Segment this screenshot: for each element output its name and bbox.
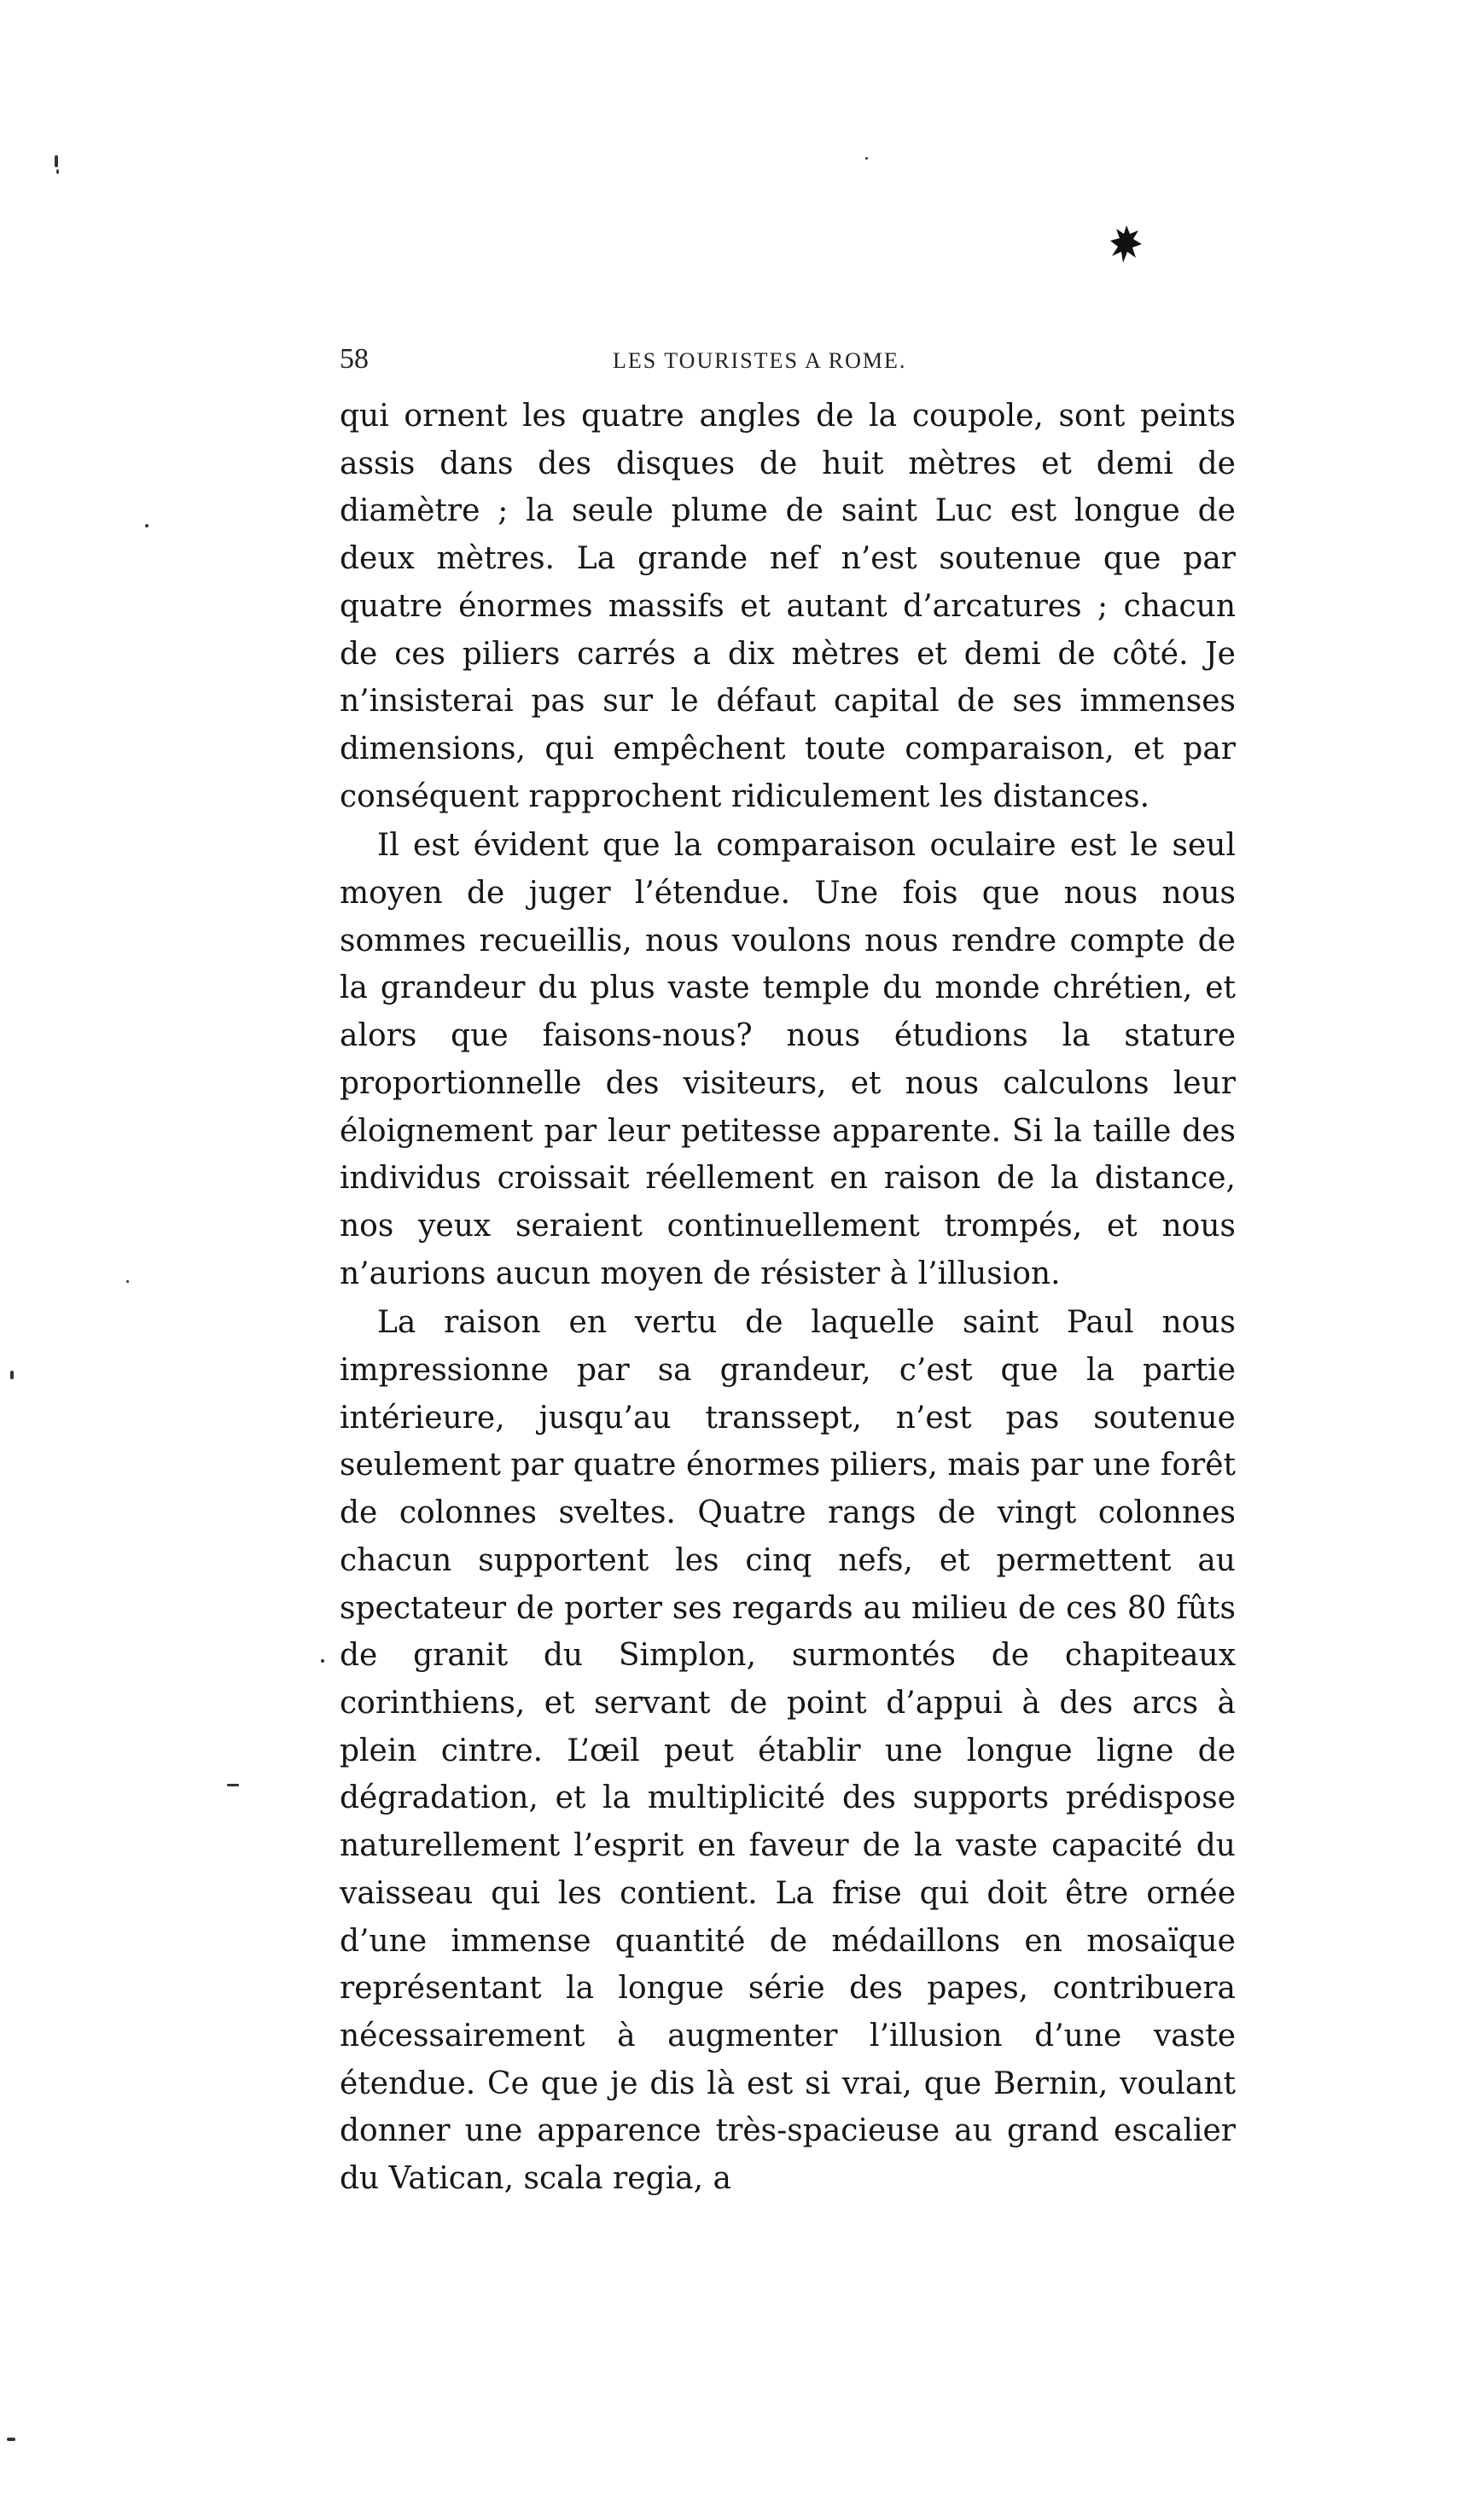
paragraph: qui ornent les quatre angles de la coupole, sont peints assis dans des disques de huit mètres et demi de diamètre ; la seule plume de saint Luc est longue de deux mètres. La grande nef n’est soutenue que par quatre énormes massifs et autant d’arcatures ; chacun de ces piliers carrés a dix mètres et demi de côté. Je n’insisterai pas sur le défaut capital de ses immenses dimensions, qui empêchent toute comparaison, et par conséquent rapprochent ridiculement les distances. [340, 399, 1236, 814]
page-header [340, 340, 1236, 382]
paragraph: La raison en vertu de laquelle saint Paul nous impressionne par sa grandeur, c’est que la partie intérieure, jusqu’au transsept, n’est pas soutenue seulement par quatre énormes piliers, mais par une forêt de colonnes sveltes. Quatre rangs de vingt colonnes chacun supportent les cinq nefs, et permettent au spectateur de porter ses regards au milieu de ces 80 fûts de granit du Simplon, surmontés de chapiteaux corinthiens, et servant de point d’appui à des arcs à plein cintre. L’œil peut établir une longue ligne de dégradation, et la multiplicité des supports prédispose naturellement l’esprit en faveur de la vaste capacité du vaisseau qui les contient. La frise qui doit être ornée d’une immense quantité de médaillons en mosaïque représentant la longue série des papes, contribuera nécessairement à augmenter l’illusion d’une vaste étendue. Ce que je dis là est si vrai, que Bernin, voulant donner une apparence très-spacieuse au grand escalier du Vatican, scala regia, a [340, 1305, 1236, 2197]
paragraph: Il est évident que la comparaison oculaire est le seul moyen de juger l’étendue. Une fois que nous nous sommes recueillis, nous voulons nous rendre compte de la grandeur du plus vaste temple du monde chrétien, et alors que faisons-nous? nous étudions la stature proportionnelle des visiteurs, et nous calculons leur éloignement par leur petitesse apparente. Si la taille des individus croissait réellement en raison de la distance, nos yeux seraient continuellement trompés, et nous n’aurions aucun moyen de résister à l’illusion. [340, 828, 1236, 1291]
ink-blot-icon [1109, 224, 1144, 265]
running-title: LES TOURISTES A ROME. [613, 348, 907, 373]
body-text [340, 393, 1236, 2203]
page-number: 58 [340, 343, 369, 375]
